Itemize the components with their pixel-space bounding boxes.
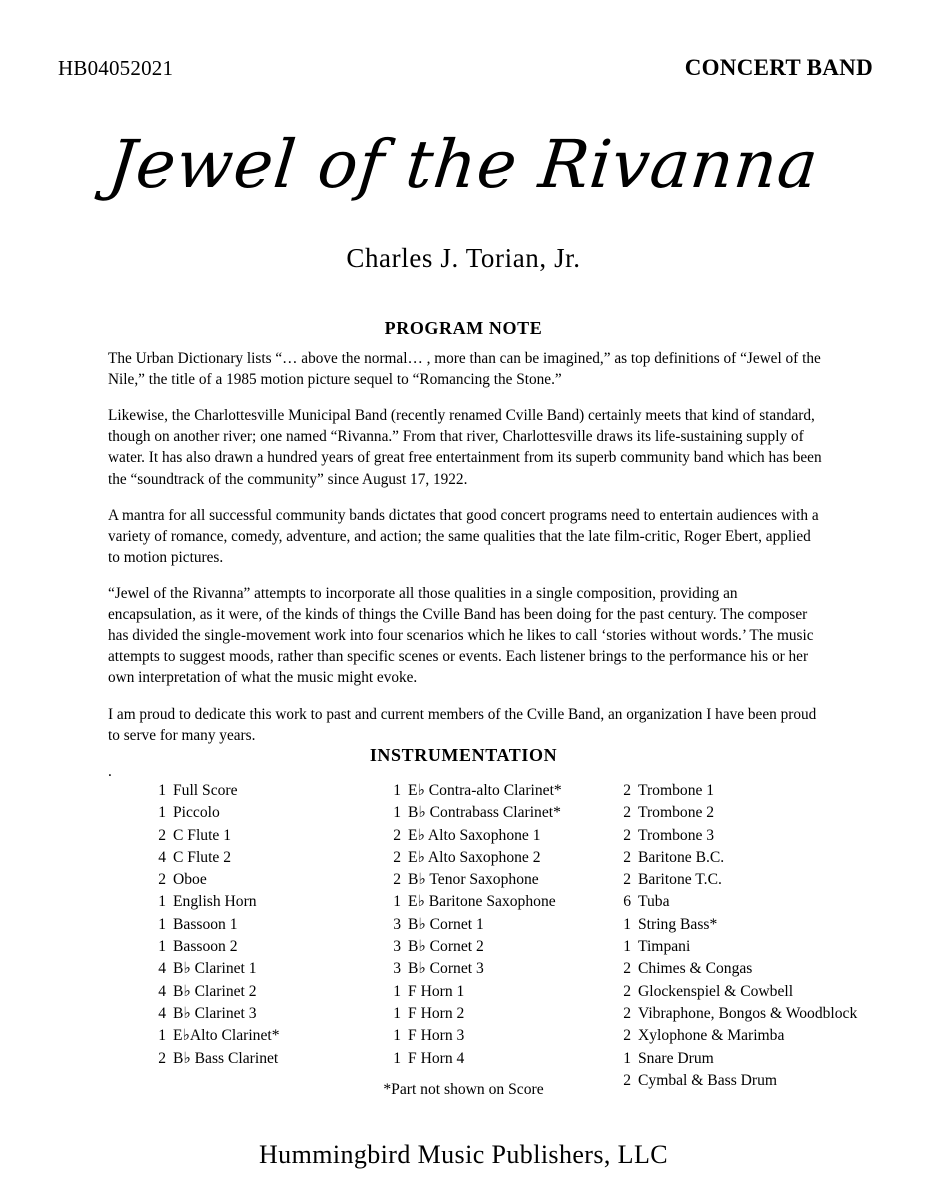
catalog-number: HB04052021	[58, 56, 174, 80]
instrument-row	[615, 825, 880, 847]
instrument-name: E♭ Contra-alto Clarinet*	[408, 782, 562, 799]
instrument-name: Tuba	[638, 893, 670, 911]
instrument-name: B♭ Clarinet 3	[173, 1004, 257, 1022]
instrument-row	[150, 914, 385, 936]
instrument-name: B♭ Cornet 1	[408, 915, 484, 933]
instrument-quantity: 2	[393, 871, 401, 889]
instrument-name: Glockenspiel & Cowbell	[638, 982, 794, 1000]
instrument-row	[150, 958, 385, 980]
instrument-quantity: 2	[393, 826, 401, 844]
instrument-quantity: 2	[623, 1004, 631, 1022]
instrument-name: B♭ Cornet 3	[408, 960, 484, 978]
instrument-row	[150, 891, 385, 913]
instrument-quantity: 4	[158, 1004, 166, 1022]
program-note-paragraph: The Urban Dictionary lists “… above the normal… , more than can be imagined,” as top definitions of “Jewel of the Nile,” the title of a 1985 motion picture sequel to “Romancing the Stone.”	[108, 350, 821, 389]
instrument-quantity: 2	[158, 826, 166, 844]
instrument-quantity: 2	[623, 848, 631, 866]
instrument-row	[385, 914, 615, 936]
instrument-name: F Horn 3	[408, 1027, 465, 1045]
page-header	[58, 55, 873, 81]
instrument-name: Vibraphone, Bongos & Woodblock	[638, 1004, 858, 1022]
program-note-paragraph: A mantra for all successful community bands dictates that good concert programs need to entertain audiences with a variety of romance, comedy, adventure, and action; the same qualities that the late film-critic, Roger Ebert, applied to motion pictures.	[108, 506, 819, 566]
instrument-quantity: 4	[158, 982, 166, 1000]
instrument-row	[385, 825, 615, 847]
instrument-row	[150, 802, 385, 824]
instrument-row	[385, 802, 615, 824]
instrument-quantity: 1	[158, 1027, 166, 1045]
instrument-row	[615, 802, 880, 824]
instrument-row	[615, 981, 880, 1003]
instrument-quantity: 1	[158, 804, 166, 822]
instrument-name: Bassoon 1	[173, 915, 238, 933]
instrument-quantity: 3	[393, 938, 401, 956]
instrument-name: Cymbal & Bass Drum	[638, 1071, 778, 1089]
instrument-row	[385, 891, 615, 913]
instrument-row	[150, 981, 385, 1003]
instrument-name: B♭ Clarinet 2	[173, 982, 257, 1000]
instrument-name: Baritone B.C.	[638, 848, 725, 866]
instrument-quantity: 1	[158, 915, 166, 933]
instrument-name: Timpani	[638, 938, 691, 956]
instrument-row	[615, 936, 880, 958]
instrument-row	[615, 780, 880, 802]
instrumentation-heading: INSTRUMENTATION	[369, 745, 558, 765]
instrument-quantity: 2	[393, 848, 401, 866]
instrument-quantity: 2	[623, 871, 631, 889]
instrument-quantity: 2	[623, 782, 631, 799]
instrument-row	[150, 780, 385, 802]
instrument-quantity: 4	[158, 848, 166, 866]
instrument-quantity: 1	[393, 1049, 401, 1067]
instrument-quantity: 3	[393, 915, 401, 933]
instrument-quantity: 1	[393, 804, 401, 822]
instrument-quantity: 2	[623, 1071, 631, 1089]
instrument-quantity: 2	[158, 871, 166, 889]
instrument-row	[615, 869, 880, 891]
program-note-paragraph: I am proud to dedicate this work to past and current members of the Cville Band, an organization I have been proud to serve for many years.	[108, 705, 817, 744]
instrument-row	[385, 936, 615, 958]
instrument-name: Trombone 1	[638, 782, 715, 799]
instrument-row	[615, 891, 880, 913]
instrument-row	[385, 1003, 615, 1025]
instrument-row	[150, 1025, 385, 1047]
instrument-name: Baritone T.C.	[638, 871, 722, 889]
instrument-name: Trombone 2	[638, 804, 715, 822]
instrument-row	[615, 958, 880, 980]
instrument-name: E♭ Alto Saxophone 2	[408, 848, 541, 866]
instrument-quantity: 1	[158, 938, 166, 956]
instrument-row	[385, 958, 615, 980]
instrument-quantity: 2	[623, 960, 631, 978]
instrument-quantity: 2	[623, 1027, 631, 1045]
instrumentation-column-2	[385, 780, 615, 1070]
composer-block	[0, 243, 927, 274]
instrument-name: Snare Drum	[638, 1049, 714, 1067]
instrument-name: Xylophone & Marimba	[638, 1027, 785, 1045]
instrument-quantity: 1	[158, 893, 166, 911]
instrument-quantity: 2	[623, 826, 631, 844]
instrument-name: Oboe	[173, 871, 207, 889]
instrument-row	[385, 780, 615, 802]
instrument-row	[615, 1048, 880, 1070]
instrument-row	[385, 847, 615, 869]
instrument-row	[385, 981, 615, 1003]
instrument-name: E♭ Alto Saxophone 1	[408, 826, 541, 844]
instrument-name: F Horn 4	[408, 1049, 465, 1067]
instrument-row	[150, 936, 385, 958]
work-title: Jewel of the Rivanna	[104, 126, 823, 203]
instrument-quantity: 1	[158, 782, 166, 799]
instrument-name: F Horn 1	[408, 982, 465, 1000]
instrument-quantity: 1	[393, 782, 401, 799]
publisher-name: Hummingbird Music Publishers, LLC	[259, 1140, 668, 1169]
instrument-quantity: 1	[393, 1004, 401, 1022]
instrument-name: C Flute 1	[173, 826, 232, 844]
instrument-name: E♭ Baritone Saxophone	[408, 893, 556, 911]
instrument-row	[150, 825, 385, 847]
instrument-row	[150, 847, 385, 869]
instrument-name: Piccolo	[173, 804, 220, 822]
instrument-name: C Flute 2	[173, 848, 232, 866]
instrument-row	[615, 1025, 880, 1047]
instrument-row	[385, 1025, 615, 1047]
instrument-quantity: 1	[393, 1027, 401, 1045]
instrument-name: English Horn	[173, 893, 257, 911]
instrumentation-footnote: *Part not shown on Score	[383, 1081, 544, 1098]
program-note-paragraph: “Jewel of the Rivanna” attempts to incorporate all those qualities in a single composition, providing an encapsulation, as it were, of the kinds of things the Cville Band has been doing for the past century. The composer has divided the single-movement work into four scenarios which he likes to call ‘stories without words.’ The music attempts to suggest moods, rather than specific scenes or events. Each listener brings to the performance his or her own interpretation of what the music might evoke.	[108, 584, 814, 687]
instrument-name: B♭ Bass Clarinet	[173, 1049, 279, 1067]
instrument-quantity: 1	[623, 915, 631, 933]
title-block	[0, 128, 927, 202]
instrumentation-column-1	[150, 780, 385, 1070]
program-note-heading: PROGRAM NOTE	[384, 318, 543, 338]
instrument-name: Bassoon 2	[173, 938, 238, 956]
instrument-name: B♭ Tenor Saxophone	[408, 871, 539, 889]
instrument-quantity: 2	[623, 804, 631, 822]
instrument-quantity: 1	[623, 1049, 631, 1067]
instrument-quantity: 4	[158, 960, 166, 978]
instrument-quantity: 1	[393, 982, 401, 1000]
instrument-quantity: 2	[623, 982, 631, 1000]
instrument-name: Full Score	[173, 782, 238, 799]
instrument-quantity: 2	[158, 1049, 166, 1067]
program-note-paragraph: .	[108, 762, 112, 780]
instrument-name: String Bass*	[638, 915, 718, 933]
instrument-row	[615, 1003, 880, 1025]
instrument-name: E♭Alto Clarinet*	[173, 1027, 280, 1045]
instrument-row	[385, 869, 615, 891]
instrument-quantity: 3	[393, 960, 401, 978]
instrument-quantity: 1	[393, 893, 401, 911]
program-note-body	[108, 348, 822, 782]
instrument-row	[615, 847, 880, 869]
instrument-row	[150, 869, 385, 891]
instrument-row	[150, 1048, 385, 1070]
instrument-name: B♭ Contrabass Clarinet*	[408, 804, 561, 822]
instrumentation-column-3	[615, 780, 880, 1092]
composer-name: Charles J. Torian, Jr.	[346, 243, 581, 273]
instrument-quantity: 6	[623, 893, 631, 911]
instrument-row	[385, 1048, 615, 1070]
instrument-name: Trombone 3	[638, 826, 715, 844]
instrument-name: B♭ Cornet 2	[408, 938, 484, 956]
instrument-row	[615, 914, 880, 936]
ensemble-type: CONCERT BAND	[684, 55, 873, 80]
instrument-name: F Horn 2	[408, 1004, 465, 1022]
instrument-row	[150, 1003, 385, 1025]
instrumentation-list	[150, 780, 880, 1092]
program-note-paragraph: Likewise, the Charlottesville Municipal Band (recently renamed Cville Band) certainly meets that kind of standard, though on another river; one named “Rivanna.” From that river, Charlottesville draws its life-sustaining supply of water. It has also drawn a hundred years of great free entertainment from its superb community band which has been the “soundtrack of the community” since August 17, 1922.	[108, 407, 822, 488]
instrument-quantity: 1	[623, 938, 631, 956]
instrument-name: Chimes & Congas	[638, 960, 753, 978]
instrument-name: B♭ Clarinet 1	[173, 960, 257, 978]
